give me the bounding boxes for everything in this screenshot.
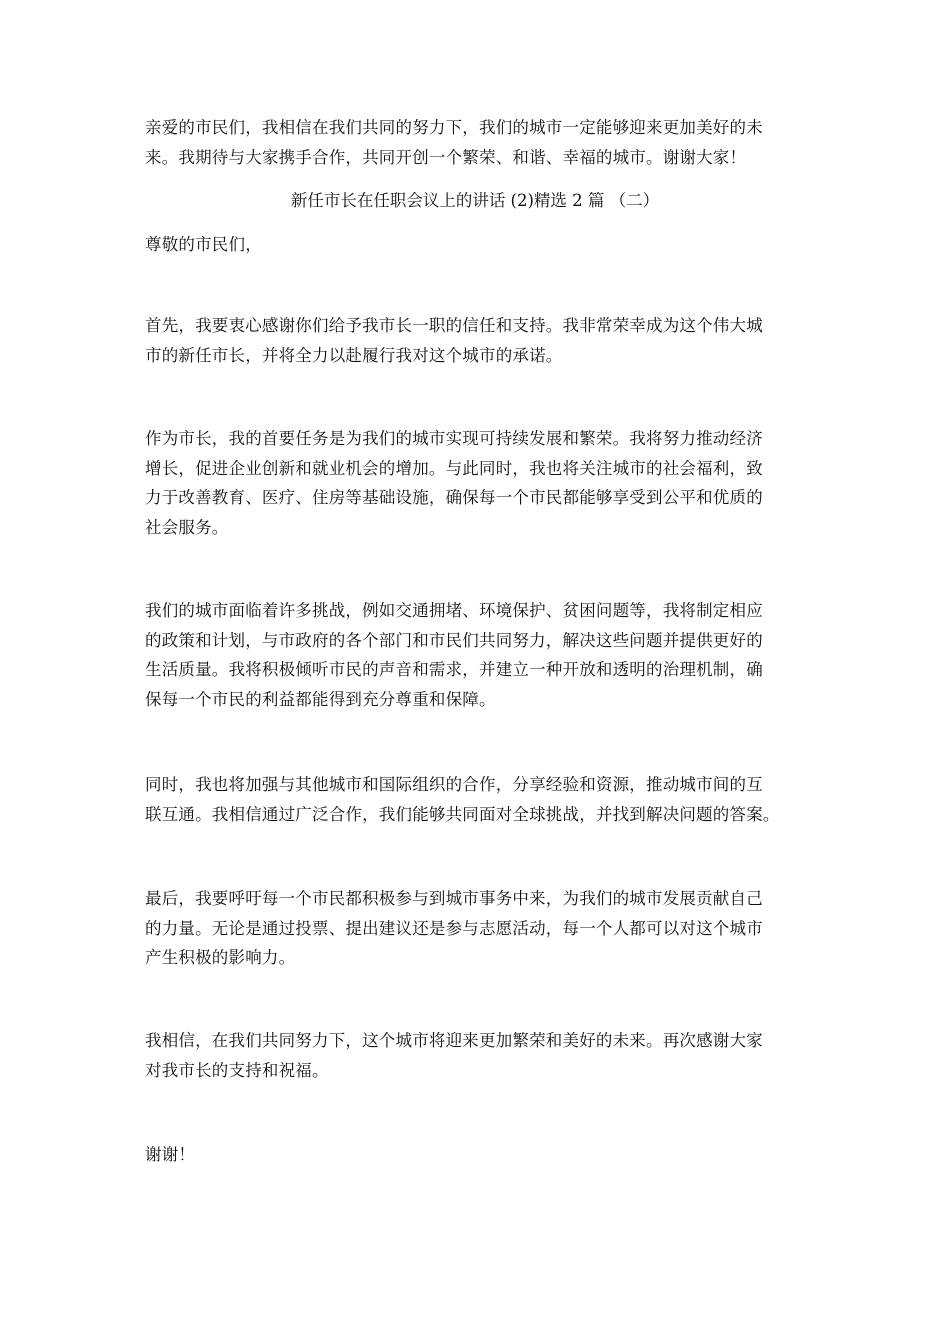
text-line: 亲爱的市民们，我相信在我们共同的努力下，我们的城市一定能够迎来更加美好的未	[145, 118, 763, 137]
text-line: 的力量。无论是通过投票、提出建议还是参与志愿活动，每一个人都可以对这个城市	[145, 918, 763, 938]
text-line: 首先，我要衷心感谢你们给予我市长一职的信任和支持。我非常荣幸成为这个伟大城	[145, 316, 763, 335]
paragraph-future	[145, 1026, 825, 1085]
text-line: 来。我期待与大家携手合作，共同开创一个繁荣、和谐、幸福的城市。谢谢大家！	[145, 147, 747, 167]
text-line: 最后，我要呼吁每一个市民都积极参与到城市事务中来，为我们的城市发展贡献自己	[145, 889, 763, 908]
text-line: 社会服务。	[145, 517, 229, 537]
text-line: 的政策和计划，与市政府的各个部门和市民们共同努力，解决这些问题并提供更好的	[145, 630, 763, 650]
intro-paragraph	[145, 113, 825, 172]
text-line: 我相信，在我们共同努力下，这个城市将迎来更加繁荣和美好的未来。再次感谢大家	[145, 1031, 763, 1050]
paragraph-participation	[145, 884, 825, 973]
text-line: 对我市长的支持和祝福。	[145, 1060, 329, 1080]
section-title: 新任市长在任职会议上的讲话 (2)精选 2 篇 （二）	[290, 191, 660, 210]
closing-line	[145, 1140, 825, 1170]
paragraph-priorities	[145, 424, 825, 542]
text-line: 力于改善教育、医疗、住房等基础设施，确保每一个市民都能够享受到公平和优质的	[145, 488, 763, 507]
salutation	[145, 230, 825, 260]
text-line: 联互通。我相信通过广泛合作，我们能够共同面对全球挑战，并找到解决问题的答案。	[145, 804, 780, 824]
text-line: 市的新任市长，并将全力以赴履行我对这个城市的承诺。	[145, 345, 563, 365]
paragraph-thanks	[145, 311, 825, 370]
text-line: 尊敬的市民们，	[145, 235, 262, 254]
paragraph-challenges	[145, 596, 825, 714]
paragraph-cooperation	[145, 770, 825, 829]
text-line: 增长，促进企业创新和就业机会的增加。与此同时，我也将关注城市的社会福利，致	[145, 458, 763, 478]
text-line: 生活质量。我将积极倾听市民的声音和需求，并建立一种开放和透明的治理机制，确	[145, 660, 763, 679]
text-line: 保每一个市民的利益都能得到充分尊重和保障。	[145, 689, 496, 709]
text-line: 产生积极的影响力。	[145, 948, 296, 967]
text-line: 谢谢！	[145, 1145, 196, 1164]
text-line: 同时，我也将加强与其他城市和国际组织的合作，分享经验和资源，推动城市间的互	[145, 775, 763, 794]
text-line: 作为市长，我的首要任务是为我们的城市实现可持续发展和繁荣。我将努力推动经济	[145, 429, 763, 448]
text-line: 我们的城市面临着许多挑战，例如交通拥堵、环境保护、贫困问题等，我将制定相应	[145, 601, 763, 620]
